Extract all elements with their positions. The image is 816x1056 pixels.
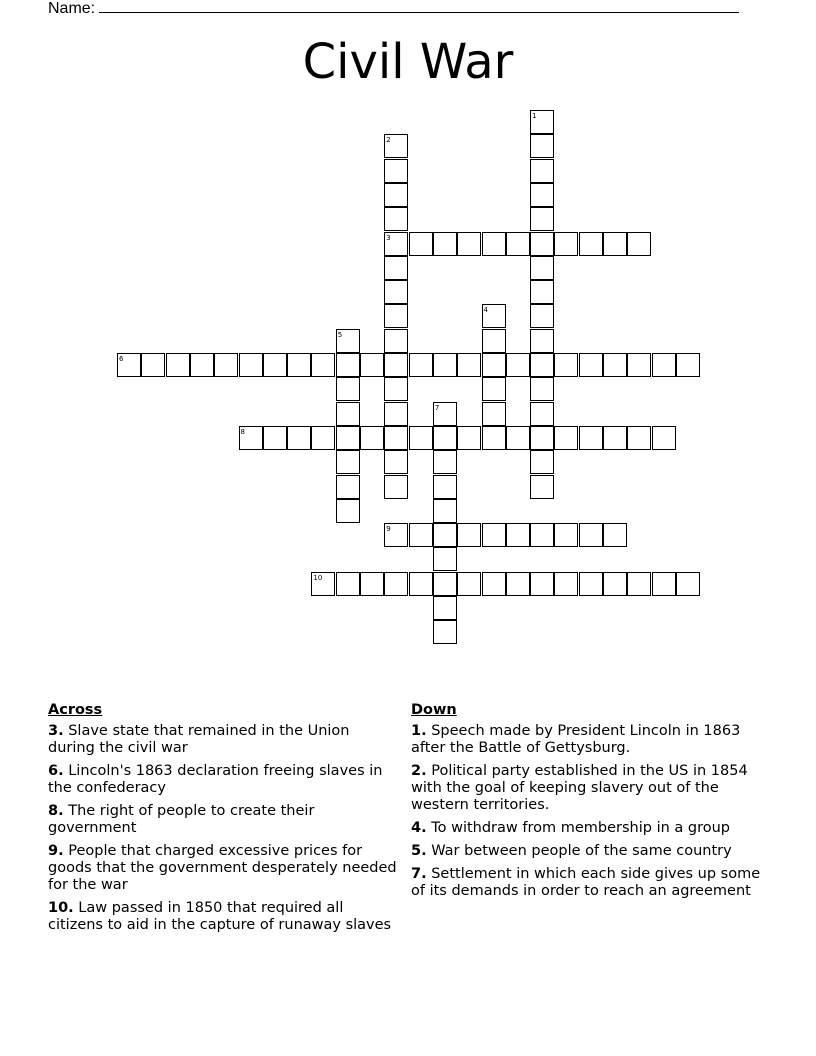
grid-cell[interactable] <box>554 523 578 547</box>
clue-number: 3. <box>48 723 64 739</box>
grid-cell[interactable] <box>603 426 627 450</box>
grid-cell[interactable] <box>336 426 360 450</box>
clue-down-5 <box>411 843 763 860</box>
grid-cell[interactable] <box>409 572 433 596</box>
grid-cell[interactable] <box>433 572 457 596</box>
grid-cell[interactable] <box>384 450 408 474</box>
grid-cell[interactable] <box>579 426 603 450</box>
grid-cell[interactable] <box>433 232 457 256</box>
grid-cell[interactable] <box>482 426 506 450</box>
clue-number: 7. <box>411 866 427 882</box>
grid-cell[interactable] <box>311 572 335 596</box>
grid-cell[interactable] <box>506 353 530 377</box>
clue-text: Law passed in 1850 that required all citizens to aid in the capture of runaway slaves <box>48 900 392 933</box>
grid-cell[interactable] <box>530 402 554 426</box>
grid-cell[interactable] <box>457 232 481 256</box>
grid-cell[interactable] <box>433 450 457 474</box>
grid-cell[interactable] <box>482 572 506 596</box>
clue-across-9 <box>48 843 400 894</box>
grid-cell[interactable] <box>311 426 335 450</box>
grid-cell[interactable] <box>433 402 457 426</box>
clue-text: Political party established in the US in 1854 with the goal of keeping slavery out of the western territories. <box>411 763 748 813</box>
grid-cell[interactable] <box>457 572 481 596</box>
cell-number: 8 <box>240 427 245 436</box>
clue-text: People that charged excessive prices for goods that the government desperately needed for the war <box>48 843 397 893</box>
grid-cell[interactable] <box>530 232 554 256</box>
grid-cell[interactable] <box>554 572 578 596</box>
grid-cell[interactable] <box>433 426 457 450</box>
grid-cell[interactable] <box>457 523 481 547</box>
grid-cell[interactable] <box>530 329 554 353</box>
grid-cell[interactable] <box>239 353 263 377</box>
grid-cell[interactable] <box>603 353 627 377</box>
name-label: Name: <box>48 0 96 17</box>
grid-cell[interactable] <box>652 572 676 596</box>
grid-cell[interactable] <box>457 426 481 450</box>
clue-down-4 <box>411 820 763 837</box>
grid-cell[interactable] <box>530 377 554 401</box>
across-clues <box>48 702 400 940</box>
grid-cell[interactable] <box>384 402 408 426</box>
grid-cell[interactable] <box>433 523 457 547</box>
clue-across-3 <box>48 723 400 757</box>
grid-cell[interactable] <box>530 110 554 134</box>
clue-number: 6. <box>48 763 64 779</box>
clue-across-6 <box>48 763 400 797</box>
cell-number: 4 <box>483 306 488 315</box>
grid-cell[interactable] <box>482 329 506 353</box>
grid-cell[interactable] <box>506 232 530 256</box>
grid-cell[interactable] <box>336 377 360 401</box>
grid-cell[interactable] <box>384 353 408 377</box>
grid-cell[interactable] <box>409 353 433 377</box>
grid-cell[interactable] <box>409 426 433 450</box>
page-title: Civil War <box>302 34 514 90</box>
grid-cell[interactable] <box>336 329 360 353</box>
grid-cell[interactable] <box>627 572 651 596</box>
grid-cell[interactable] <box>336 450 360 474</box>
grid-cell[interactable] <box>384 232 408 256</box>
clue-text: To withdraw from membership in a group <box>431 820 731 836</box>
grid-cell[interactable] <box>287 353 311 377</box>
grid-cell[interactable] <box>530 207 554 231</box>
grid-cell[interactable] <box>433 499 457 523</box>
cell-number: 2 <box>386 136 391 145</box>
grid-cell[interactable] <box>530 183 554 207</box>
clue-number: 4. <box>411 820 427 836</box>
grid-cell[interactable] <box>554 353 578 377</box>
clue-down-7 <box>411 866 763 900</box>
clue-across-8 <box>48 803 400 837</box>
grid-cell[interactable] <box>603 523 627 547</box>
cell-number: 7 <box>434 403 440 412</box>
clue-text: Slave state that remained in the Union during the civil war <box>48 723 350 756</box>
grid-cell[interactable] <box>384 572 408 596</box>
cell-number: 6 <box>119 355 124 363</box>
name-line <box>48 0 739 18</box>
grid-cell[interactable] <box>482 523 506 547</box>
grid-cell[interactable] <box>433 596 457 620</box>
cell-number: 1 <box>532 112 537 120</box>
grid-cell[interactable] <box>603 232 627 256</box>
cell-number: 5 <box>337 330 343 339</box>
grid-cell[interactable] <box>530 572 554 596</box>
clue-number: 5. <box>411 843 427 859</box>
grid-cell[interactable] <box>676 572 700 596</box>
across-heading: Across <box>48 702 103 718</box>
clue-number: 2. <box>411 763 427 779</box>
grid-cell[interactable] <box>627 426 651 450</box>
clue-down-2 <box>411 763 763 814</box>
grid-cell[interactable] <box>433 353 457 377</box>
grid-cell[interactable] <box>579 353 603 377</box>
clue-number: 9. <box>48 843 64 859</box>
grid-cell[interactable] <box>384 159 408 183</box>
grid-cell[interactable] <box>579 572 603 596</box>
grid-cell[interactable] <box>506 523 530 547</box>
grid-cell[interactable] <box>530 280 554 304</box>
grid-cell[interactable] <box>360 572 384 596</box>
name-blank[interactable] <box>99 0 739 13</box>
clue-text: Speech made by President Lincoln in 1863 after the Battle of Gettysburg. <box>411 723 741 756</box>
grid-cell[interactable] <box>433 475 457 499</box>
cell-number: 9 <box>386 525 391 534</box>
clue-number: 10. <box>48 900 74 916</box>
grid-cell[interactable] <box>384 134 408 158</box>
grid-cell[interactable] <box>384 304 408 328</box>
clue-text: The right of people to create their government <box>48 803 315 836</box>
grid-cell[interactable] <box>530 450 554 474</box>
grid-cell[interactable] <box>457 353 481 377</box>
grid-cell[interactable] <box>554 232 578 256</box>
grid-cell[interactable] <box>384 475 408 499</box>
grid-cell[interactable] <box>530 134 554 158</box>
grid-cell[interactable] <box>239 426 263 450</box>
grid-cell[interactable] <box>384 329 408 353</box>
grid-cell[interactable] <box>530 523 554 547</box>
grid-cell[interactable] <box>360 353 384 377</box>
grid-cell[interactable] <box>311 353 335 377</box>
grid-cell[interactable] <box>530 475 554 499</box>
grid-cell[interactable] <box>117 353 141 377</box>
grid-cell[interactable] <box>287 426 311 450</box>
grid-cell[interactable] <box>141 353 165 377</box>
grid-cell[interactable] <box>627 353 651 377</box>
clue-text: Lincoln's 1863 declaration freeing slaves in the confederacy <box>48 763 383 796</box>
grid-cell[interactable] <box>530 353 554 377</box>
grid-cell[interactable] <box>506 426 530 450</box>
grid-cell[interactable] <box>336 402 360 426</box>
grid-cell[interactable] <box>263 353 287 377</box>
clue-down-1 <box>411 723 763 757</box>
grid-cell[interactable] <box>603 572 627 596</box>
grid-cell[interactable] <box>482 353 506 377</box>
grid-cell[interactable] <box>384 523 408 547</box>
grid-cell[interactable] <box>530 426 554 450</box>
cell-number: 3 <box>386 233 391 242</box>
grid-cell[interactable] <box>579 523 603 547</box>
grid-cell[interactable] <box>579 232 603 256</box>
grid-cell[interactable] <box>482 377 506 401</box>
grid-cell[interactable] <box>384 426 408 450</box>
clue-number: 1. <box>411 723 427 739</box>
grid-cell[interactable] <box>336 353 360 377</box>
grid-cell[interactable] <box>263 426 287 450</box>
clue-text: War between people of the same country <box>431 843 732 859</box>
cell-number: 10 <box>313 573 323 582</box>
grid-cell[interactable] <box>506 572 530 596</box>
grid-cell[interactable] <box>336 572 360 596</box>
grid-cell[interactable] <box>554 426 578 450</box>
grid-cell[interactable] <box>530 304 554 328</box>
grid-cell[interactable] <box>652 426 676 450</box>
grid-cell[interactable] <box>433 547 457 571</box>
grid-cell[interactable] <box>409 523 433 547</box>
down-heading: Down <box>411 702 457 718</box>
grid-cell[interactable] <box>336 499 360 523</box>
grid-cell[interactable] <box>530 256 554 280</box>
grid-cell[interactable] <box>384 207 408 231</box>
grid-cell[interactable] <box>384 183 408 207</box>
grid-cell[interactable] <box>652 353 676 377</box>
grid-cell[interactable] <box>214 353 238 377</box>
grid-cell[interactable] <box>409 232 433 256</box>
grid-cell[interactable] <box>482 402 506 426</box>
clue-number: 8. <box>48 803 64 819</box>
grid-cell[interactable] <box>190 353 214 377</box>
grid-cell[interactable] <box>482 232 506 256</box>
grid-cell[interactable] <box>627 232 651 256</box>
clue-across-10 <box>48 900 400 934</box>
grid-cell[interactable] <box>530 159 554 183</box>
down-clues <box>411 702 763 906</box>
grid-cell[interactable] <box>433 620 457 644</box>
grid-cell[interactable] <box>384 256 408 280</box>
grid-cell[interactable] <box>166 353 190 377</box>
grid-cell[interactable] <box>384 280 408 304</box>
grid-cell[interactable] <box>482 304 506 328</box>
clue-text: Settlement in which each side gives up some of its demands in order to reach an agreement <box>411 866 761 899</box>
grid-cell[interactable] <box>384 377 408 401</box>
grid-cell[interactable] <box>676 353 700 377</box>
grid-cell[interactable] <box>360 426 384 450</box>
grid-cell[interactable] <box>336 475 360 499</box>
